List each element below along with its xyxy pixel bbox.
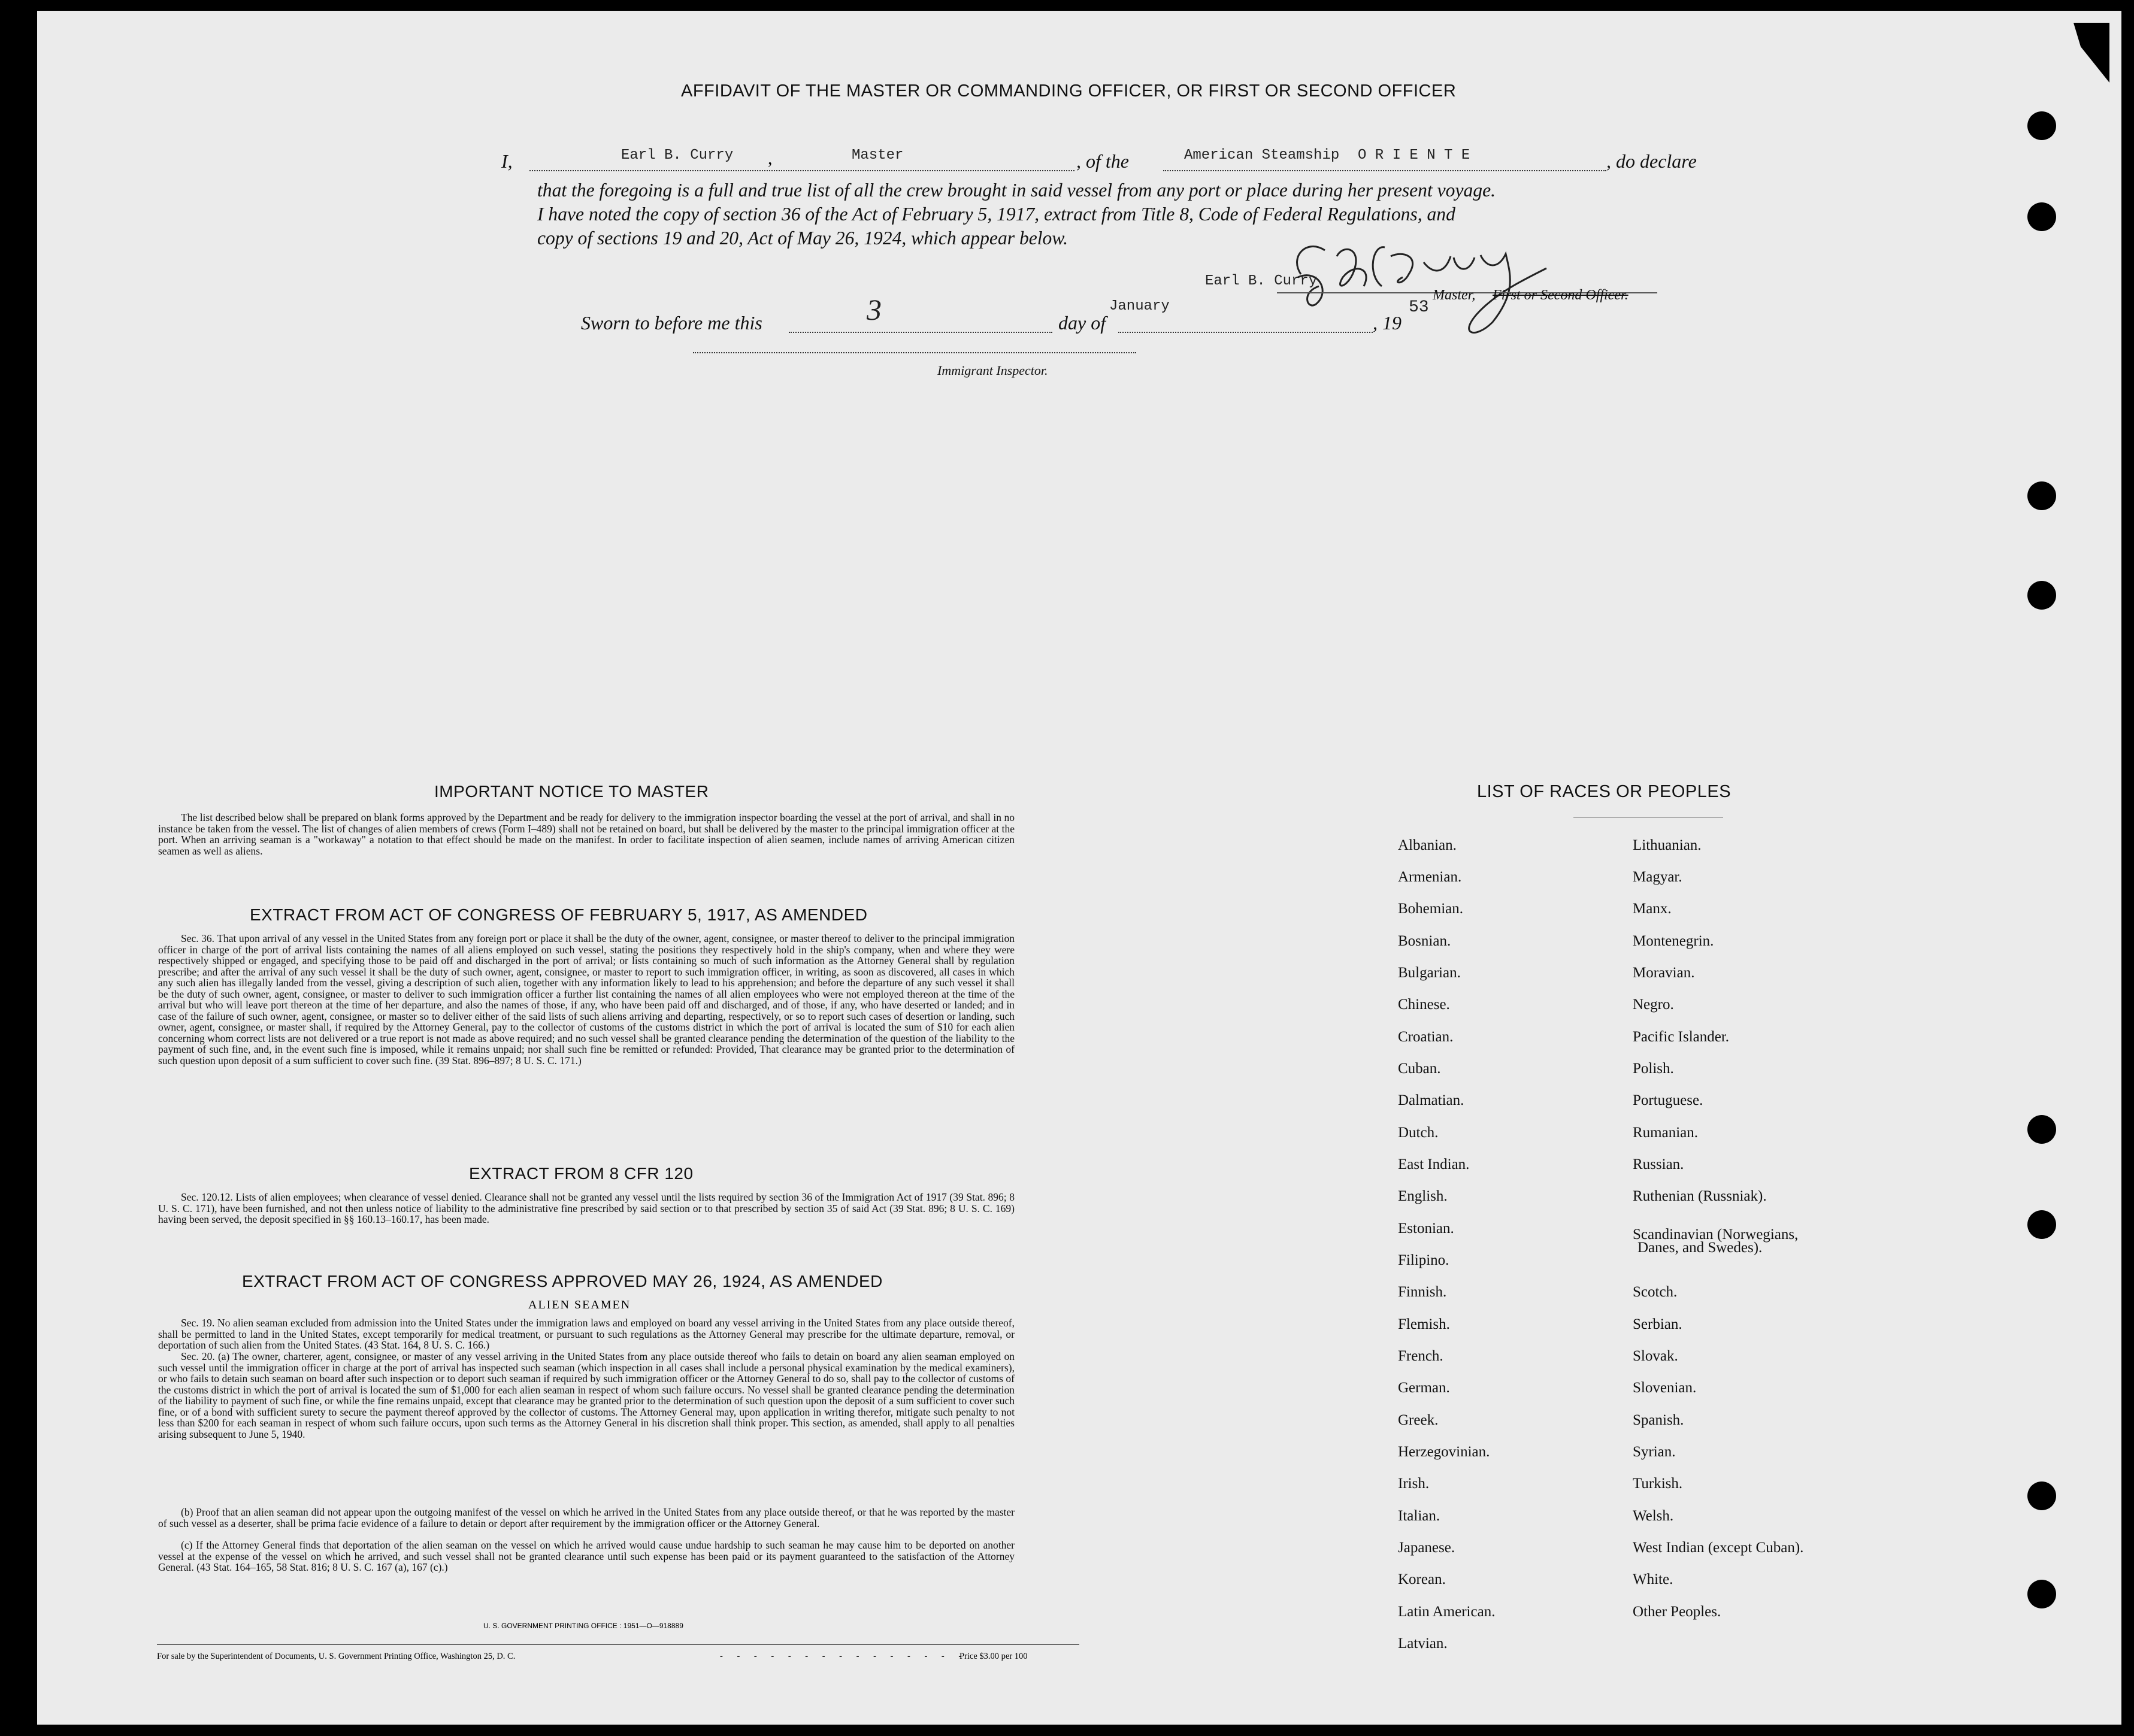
race-item: Irish.	[1398, 1476, 1430, 1492]
footer-dashes: - - - - - - - - - - - - - - -	[720, 1652, 968, 1661]
vessel-type-field: American Steamship	[1184, 147, 1340, 163]
name-line	[529, 144, 1074, 171]
vessel-name-field: O R I E N T E	[1358, 147, 1470, 163]
master-name-field: Earl B. Curry	[621, 147, 734, 163]
typed-signature: Earl B. Curry	[1205, 273, 1318, 289]
race-item: Russian.	[1633, 1156, 1684, 1173]
affidavit-line-2: that the foregoing is a full and true list of all the crew brought in said vessel from any port or place during her present voyage.	[537, 180, 1496, 201]
races-title: LIST OF RACES OR PEOPLES	[1477, 782, 1732, 801]
extract-1924-title: EXTRACT FROM ACT OF CONGRESS APPROVED MAY 26, 1924, AS AMENDED	[242, 1272, 883, 1290]
race-item: Italian.	[1398, 1508, 1440, 1524]
race-item: Croatian.	[1398, 1029, 1454, 1045]
race-item: Flemish.	[1398, 1316, 1450, 1332]
race-item: Turkish.	[1633, 1476, 1683, 1492]
race-item: Slovak.	[1633, 1348, 1678, 1364]
binder-hole	[2027, 581, 2056, 610]
name-rank-comma: ,	[768, 149, 773, 168]
sworn-day-line	[789, 307, 1052, 333]
binder-hole	[2027, 202, 2056, 231]
race-item: Cuban.	[1398, 1061, 1441, 1077]
binder-hole	[2027, 1580, 2056, 1608]
race-item: Magyar.	[1633, 869, 1682, 885]
notice-body: The list described below shall be prepared on blank forms approved by the Department and be ready for delivery to the immigration inspector boarding the vessel at the port of arrival, and shall in no instance be taken from the vessel. The list of changes of alien members of crews (Form I–489) shall not be retained on board, but shall be delivered by the master to the principal immigration officer at the port. When an arriving seaman is a "workaway" a notation to that effect should be made on the manifest. In order to facilitate inspection of alien seamen, include names of arriving American citizen seamen as well as aliens.	[158, 811, 1015, 857]
race-item: Montenegrin.	[1633, 933, 1714, 949]
do-declare-label: , do declare	[1606, 150, 1697, 172]
race-item: Dalmatian.	[1398, 1092, 1464, 1108]
sworn-day-field: 3	[867, 293, 882, 326]
notice-title: IMPORTANT NOTICE TO MASTER	[434, 782, 709, 801]
race-item: Spanish.	[1633, 1412, 1684, 1428]
sec-19: Sec. 19. No alien seaman excluded from admission into the United States under the immigration laws and employed on board any vessel arriving in the United States from any place outside thereof, shall be permitted to land in the United States, except temporarily for medical treatment, or pursuant to such regulations as the Attorney General may prescribe for the ultimate departure, removal, or deportation of such alien from the United States. (43 Stat. 164, 8 U. S. C. 166.)	[158, 1317, 1015, 1351]
race-item: West Indian (except Cuban).	[1633, 1540, 1804, 1556]
race-item: Bulgarian.	[1398, 965, 1461, 981]
extract-1917-body: Sec. 36. That upon arrival of any vessel in the United States from any foreign port or place it shall be the duty of the owner, agent, consignee, or master thereof to deliver to the principal immigration officer in charge of the port of arrival lists containing the names of all aliens employed on such vessel, stating the positions they respectively hold in the ship's company, when and where they were respectively shipped or engaged, and specifying those to be paid off and discharged in the port of arrival; or lists containing so much of such information as the Attorney General shall by regulation prescribe; and after the arrival of any such vessel it shall be the duty of such owner, agent, consignee, or master to report to such immigration officer, in writing, as soon as discovered, all cases in which any such alien has illegally landed from the vessel, giving a description of such alien, together with any information likely to lead to his apprehension; and before the departure of any such vessel it shall be the duty of such owner, agent, consignee, or master to deliver to such immigration officer a further list containing the names of all alien employees who were not employed thereon at the time of the arrival but who will leave port thereon at the time of her departure, and also the names of those, if any, who have been paid off and discharged, and of those, if any, who have deserted or landed; and in case of the failure of such owner, agent, consignee, or master so to deliver either of the said lists of such aliens arriving and departing, respectively, or so to report such cases of desertion or landing, such owner, agent, consignee, or master shall, if required by the Attorney General, pay to the collector of customs of the customs district in which the port of arrival is located the sum of $10 for each alien concerning whom correct lists are not delivered or a true report is not made as above required; and no such vessel shall be granted clearance pending the determination of the question of the liability to the payment of such fine, and, in the event such fine is imposed, while it remains unpaid; nor shall such fine be remitted or refunded: Provided, That clearance may be granted prior to the determination of such question upon deposit of a sum sufficient to cover such fine. (39 Stat. 896–897; 8 U. S. C. 171.)	[158, 932, 1015, 1067]
day-of-label: day of	[1058, 312, 1106, 334]
race-item: Dutch.	[1398, 1125, 1439, 1141]
race-item: Bohemian.	[1398, 901, 1464, 917]
gpo-imprint: U. S. GOVERNMENT PRINTING OFFICE : 1951—O—918889	[483, 1622, 683, 1630]
race-item: Scandinavian (Norwegians,	[1633, 1226, 1799, 1243]
race-item: Latvian.	[1398, 1635, 1448, 1652]
race-item: Syrian.	[1633, 1444, 1676, 1460]
price-notice: Price $3.00 per 100	[959, 1652, 1028, 1661]
affidavit-line-4: copy of sections 19 and 20, Act of May 26, 1924, which appear below.	[537, 228, 1068, 249]
race-item: English.	[1398, 1188, 1448, 1204]
race-item: Moravian.	[1633, 965, 1695, 981]
race-item: East Indian.	[1398, 1156, 1470, 1173]
race-item: Korean.	[1398, 1571, 1446, 1587]
race-item: Ruthenian (Russniak).	[1633, 1188, 1767, 1204]
race-item: Estonian.	[1398, 1220, 1454, 1237]
race-item: Herzegovinian.	[1398, 1444, 1490, 1460]
race-item: White.	[1633, 1571, 1673, 1587]
sworn-label: Sworn to before me this	[581, 312, 762, 334]
sec-20a: Sec. 20. (a) The owner, charterer, agent, consignee, or master of any vessel arriving in the United States from any place outside thereof who fails to detain on board any alien seaman employed on such vessel until the immigration officer in charge at the port of arrival has inspected such seaman (which inspection in all cases shall include a personal physical examination by the medical examiners), or who fails to detain such seaman on board after such inspection or to deport such seaman if required by such immigration officer or the Attorney General to do so, shall pay to the collector of customs of the customs district in which the port of arrival is located the sum of $1,000 for each alien seaman in respect of whom such failure occurs. No vessel shall be granted clearance pending the determination of the liability to payment of such fine, or while the fine remains unpaid, except that clearance may be granted prior to the determination of such question upon the deposit of a sum sufficient to cover such fine, or of a bond with sufficient surety to secure the payment thereof approved by the collector of customs. The Attorney General may, upon application in writing therefor, mitigate such penalty to not less than $200 for each seaman in respect of whom such failure occurs, upon such terms as the Attorney General in his discretion shall think proper. This section, as amended, shall apply to all penalties arising subsequent to June 5, 1940.	[158, 1350, 1015, 1440]
race-item: Albanian.	[1398, 837, 1457, 853]
race-item: German.	[1398, 1380, 1450, 1396]
year-prefix: , 19	[1373, 312, 1402, 334]
signature-caption-struck: First or Second Officer.	[1493, 287, 1629, 303]
inspector-signature-line	[693, 346, 1136, 353]
footer-rule	[157, 1644, 1079, 1645]
race-item: Pacific Islander.	[1633, 1029, 1730, 1045]
extract-1924-subtitle: ALIEN SEAMEN	[528, 1298, 631, 1311]
sworn-month-field: January	[1109, 298, 1170, 314]
race-item: Other Peoples.	[1633, 1604, 1721, 1620]
race-item: Welsh.	[1633, 1508, 1674, 1524]
race-item: Negro.	[1633, 996, 1674, 1013]
race-item: Lithuanian.	[1633, 837, 1702, 853]
torn-corner	[2074, 23, 2109, 83]
binder-hole	[2027, 1481, 2056, 1510]
race-item: Portuguese.	[1633, 1092, 1703, 1108]
for-sale-notice: For sale by the Superintendent of Documents, U. S. Government Printing Office, Washington 25, D. C.	[157, 1652, 516, 1661]
scandinavian-continuation: Danes, and Swedes).	[1637, 1240, 1763, 1256]
race-item: Armenian.	[1398, 869, 1462, 885]
extract-1917-title: EXTRACT FROM ACT OF CONGRESS OF FEBRUARY 5, 1917, AS AMENDED	[250, 905, 868, 924]
race-item: Polish.	[1633, 1061, 1674, 1077]
extract-cfr-title: EXTRACT FROM 8 CFR 120	[469, 1164, 694, 1183]
sworn-year-field: 53	[1409, 298, 1429, 317]
race-item: Greek.	[1398, 1412, 1439, 1428]
race-item: Scotch.	[1633, 1284, 1678, 1300]
signature-caption-master: Master,	[1433, 287, 1476, 303]
document-sheet	[37, 11, 2121, 1725]
race-item: Chinese.	[1398, 996, 1450, 1013]
race-item: Rumanian.	[1633, 1125, 1699, 1141]
rank-field: Master	[852, 147, 904, 163]
binder-hole	[2027, 1115, 2056, 1144]
affidavit-line-3: I have noted the copy of section 36 of the Act of February 5, 1917, extract from Title 8, Code of Federal Regulations, and	[537, 204, 1455, 225]
affidavit-i-label: I,	[501, 150, 513, 172]
sec-20c: (c) If the Attorney General finds that deportation of the alien seaman on the vessel on which he arrived would cause undue hardship to such seaman he may cause him to be deported on another vessel at the expense of the vessel on which he arrived, and such vessel shall not be granted clearance until such expense has been paid or its payment guaranteed to the satisfaction of the Attorney General. (43 Stat. 164–165, 58 Stat. 816; 8 U. S. C. 167 (a), 167 (c).)	[158, 1539, 1015, 1573]
race-item: Japanese.	[1398, 1540, 1455, 1556]
of-the-label: , of the	[1076, 150, 1129, 172]
binder-hole	[2027, 111, 2056, 140]
race-item: Manx.	[1633, 901, 1672, 917]
race-item: Latin American.	[1398, 1604, 1496, 1620]
sec-20b: (b) Proof that an alien seaman did not appear upon the outgoing manifest of the vessel on which he arrived in the United States from any place outside thereof, or that he was reported by the master of such vessel as a deserter, shall be prima facie evidence of a failure to detain or deport after requirement by the immigration officer or the Attorney General.	[158, 1506, 1015, 1529]
race-item: Bosnian.	[1398, 933, 1451, 949]
extract-cfr-body: Sec. 120.12. Lists of alien employees; when clearance of vessel denied. Clearance shall not be granted any vessel until the lists required by section 36 of the Immigration Act of 1917 (39 Stat. 896; 8 U. S. C. 171), have been furnished, and not then unless notice of liability to the administrative fine prescribed by said section or to that prescribed by section 35 of said Act (39 Stat. 896; 8 U. S. C. 169) having been served, the deposit specified in §§ 160.13–160.17, has been made.	[158, 1191, 1015, 1225]
race-item: French.	[1398, 1348, 1443, 1364]
binder-hole	[2027, 481, 2056, 510]
race-item: Filipino.	[1398, 1252, 1449, 1268]
race-item: Finnish.	[1398, 1284, 1447, 1300]
race-item: Serbian.	[1633, 1316, 1682, 1332]
race-item: Slovenian.	[1633, 1380, 1697, 1396]
affidavit-title: AFFIDAVIT OF THE MASTER OR COMMANDING OFFICER, OR FIRST OR SECOND OFFICER	[681, 81, 1457, 101]
inspector-caption: Immigrant Inspector.	[937, 363, 1048, 378]
binder-hole	[2027, 1210, 2056, 1239]
